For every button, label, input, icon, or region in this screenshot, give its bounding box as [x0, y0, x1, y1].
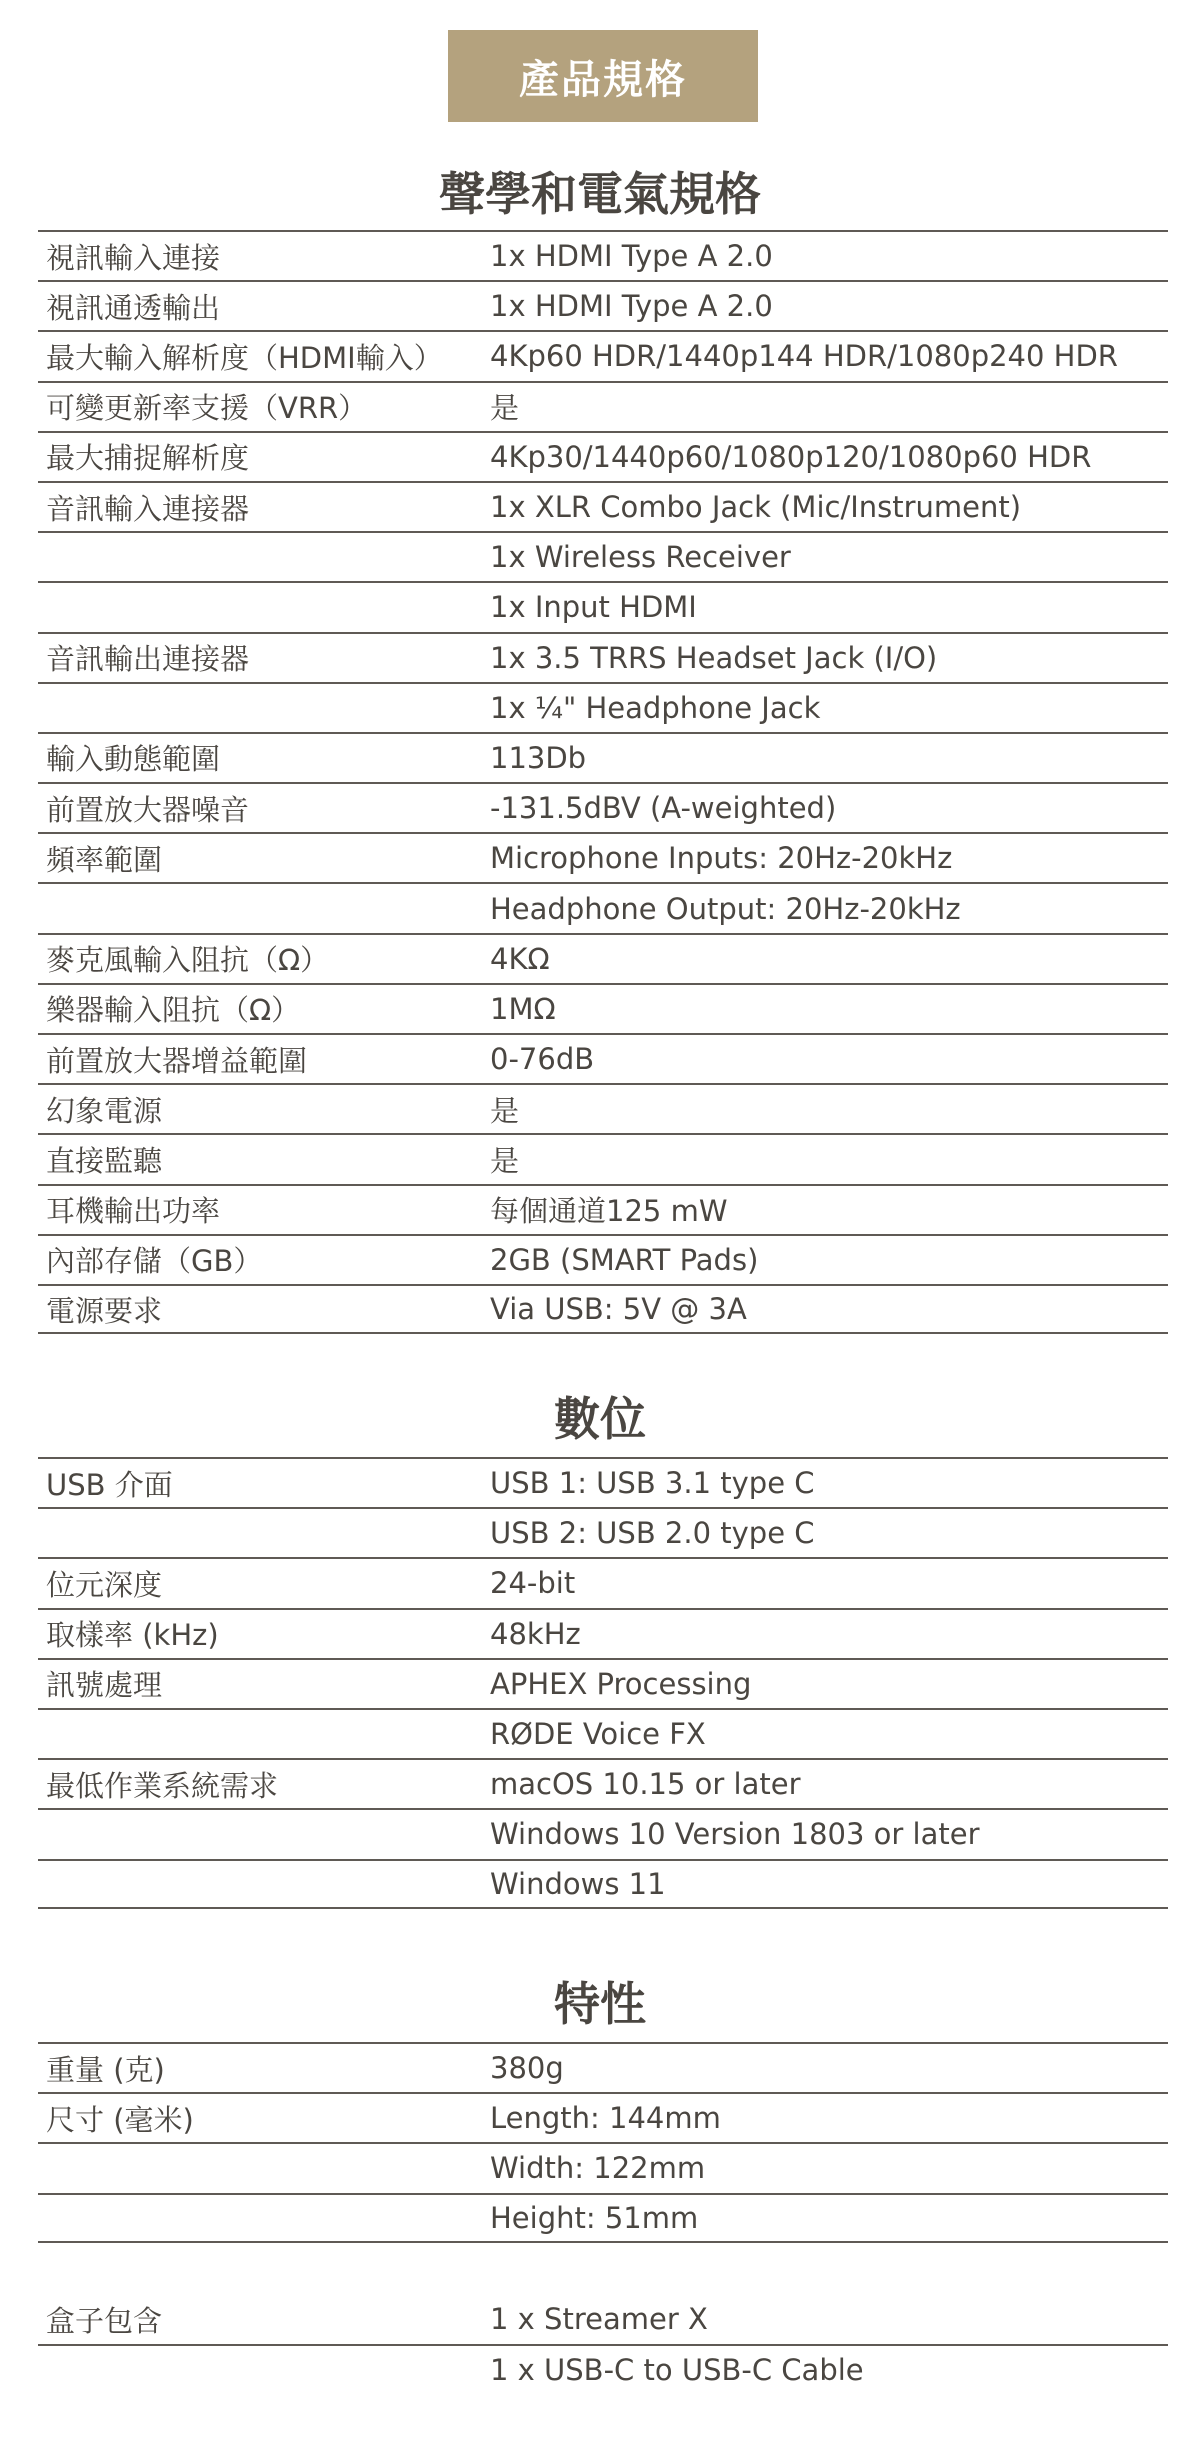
spec-row — [38, 1457, 1168, 1507]
spec-value: 1x Wireless Receiver — [490, 540, 791, 575]
section-title-features: 特性 — [554, 1977, 646, 2031]
spec-value: Length: 144mm — [490, 2101, 721, 2136]
spec-label: 可變更新率支援（VRR） — [46, 391, 368, 426]
spec-value: 24-bit — [490, 1566, 576, 1601]
spec-value: 1x Input HDMI — [490, 590, 697, 625]
spec-value: 380g — [490, 2051, 564, 2086]
spec-label: USB 介面 — [46, 1467, 173, 1502]
spec-row — [38, 782, 1168, 832]
spec-value: RØDE Voice FX — [490, 1717, 706, 1752]
spec-row — [38, 1658, 1168, 1708]
spec-row — [38, 933, 1168, 983]
spec-value: 113Db — [490, 740, 587, 775]
spec-label: 樂器輸入阻抗（Ω） — [46, 993, 301, 1028]
spec-label: 訊號處理 — [46, 1668, 163, 1703]
spec-row — [38, 1184, 1168, 1234]
spec-label: 頻率範圍 — [46, 842, 163, 877]
spec-value: APHEX Processing — [490, 1666, 752, 1701]
spec-row — [38, 2294, 1168, 2344]
spec-value: 1x HDMI Type A 2.0 — [490, 289, 773, 324]
spec-label: 重量 (克) — [46, 2052, 165, 2087]
spec-table-digital — [38, 1457, 1168, 1909]
spec-row — [38, 1808, 1168, 1858]
spec-row — [38, 832, 1168, 882]
spec-value: 1 x Streamer X — [490, 2302, 708, 2337]
spec-value: Windows 10 Version 1803 or later — [490, 1817, 980, 1852]
spec-row — [38, 682, 1168, 732]
spec-label: 最大輸入解析度（HDMI輸入） — [46, 340, 443, 375]
spec-row — [38, 1608, 1168, 1658]
spec-label: 視訊通透輸出 — [46, 290, 221, 325]
spec-row — [38, 1507, 1168, 1557]
spec-value: 4Kp60 HDR/1440p144 HDR/1080p240 HDR — [490, 339, 1118, 374]
spec-row — [38, 1284, 1168, 1334]
spec-value: Via USB: 5V @ 3A — [490, 1292, 747, 1327]
spec-value: USB 2: USB 2.0 type C — [490, 1516, 815, 1551]
spec-row — [38, 2344, 1168, 2394]
spec-label: 前置放大器增益範圍 — [46, 1043, 308, 1078]
spec-row — [38, 581, 1168, 631]
spec-row — [38, 1708, 1168, 1758]
spec-label: 尺寸 (毫米) — [46, 2102, 194, 2137]
spec-value: 48kHz — [490, 1616, 581, 1651]
spec-row — [38, 1033, 1168, 1083]
spec-row — [38, 381, 1168, 431]
spec-value: 4Kp30/1440p60/1080p120/1080p60 HDR — [490, 439, 1092, 474]
spec-value: 是 — [490, 1093, 520, 1128]
spec-label: 內部存儲（GB） — [46, 1244, 263, 1279]
spec-value: USB 1: USB 3.1 type C — [490, 1466, 815, 1501]
spec-label: 視訊輸入連接 — [46, 240, 221, 275]
spec-value: 2GB (SMART Pads) — [490, 1242, 759, 1277]
spec-row — [38, 882, 1168, 932]
spec-label: 位元深度 — [46, 1567, 163, 1602]
spec-label: 音訊輸入連接器 — [46, 491, 250, 526]
spec-value: 是 — [490, 391, 520, 426]
spec-value: 0-76dB — [490, 1042, 595, 1077]
spec-value: 1x ¼" Headphone Jack — [490, 690, 821, 725]
spec-label: 麥克風輸入阻抗（Ω） — [46, 943, 330, 978]
spec-row — [38, 983, 1168, 1033]
spec-label: 前置放大器噪音 — [46, 792, 250, 827]
spec-label: 盒子包含 — [46, 2303, 163, 2338]
spec-label: 電源要求 — [46, 1293, 163, 1328]
spec-label: 輸入動態範圍 — [46, 742, 221, 777]
spec-row — [38, 431, 1168, 481]
spec-label: 最大捕捉解析度 — [46, 441, 250, 476]
spec-row — [38, 230, 1168, 280]
spec-value: Width: 122mm — [490, 2151, 706, 2186]
spec-row — [38, 2142, 1168, 2192]
spec-value: Headphone Output: 20Hz-20kHz — [490, 891, 961, 926]
spec-label: 直接監聽 — [46, 1143, 163, 1178]
spec-row — [38, 1859, 1168, 1909]
page-badge: 產品規格 — [448, 30, 758, 122]
spec-row — [38, 732, 1168, 782]
spec-table-box-contents — [38, 2294, 1168, 2394]
spec-row — [38, 280, 1168, 330]
spec-row — [38, 1234, 1168, 1284]
spec-row — [38, 531, 1168, 581]
spec-row — [38, 2042, 1168, 2092]
spec-value: 1 x USB-C to USB-C Cable — [490, 2353, 864, 2388]
spec-value: 1x XLR Combo Jack (Mic/Instrument) — [490, 490, 1022, 525]
section-title-digital: 數位 — [554, 1392, 646, 1446]
spec-value: macOS 10.15 or later — [490, 1767, 801, 1802]
spec-value: Microphone Inputs: 20Hz-20kHz — [490, 841, 953, 876]
spec-row — [38, 1133, 1168, 1183]
spec-value: 每個通道125 mW — [490, 1194, 728, 1229]
spec-value: 1x HDMI Type A 2.0 — [490, 239, 773, 274]
spec-row — [38, 1083, 1168, 1133]
spec-value: 1x 3.5 TRRS Headset Jack (I/O) — [490, 640, 938, 675]
spec-row — [38, 2092, 1168, 2142]
spec-row — [38, 330, 1168, 380]
spec-row — [38, 632, 1168, 682]
section-title-acoustic: 聲學和電氣規格 — [439, 167, 761, 221]
spec-value: -131.5dBV (A-weighted) — [490, 791, 837, 826]
spec-row — [38, 481, 1168, 531]
spec-label: 耳機輸出功率 — [46, 1194, 221, 1229]
spec-value: Height: 51mm — [490, 2200, 699, 2235]
spec-label: 音訊輸出連接器 — [46, 642, 250, 677]
spec-row — [38, 2193, 1168, 2243]
spec-value: 是 — [490, 1143, 520, 1178]
spec-row — [38, 1758, 1168, 1808]
spec-label: 幻象電源 — [46, 1093, 163, 1128]
spec-value: 1MΩ — [490, 991, 556, 1026]
spec-value: Windows 11 — [490, 1866, 666, 1901]
spec-label: 最低作業系統需求 — [46, 1768, 279, 1803]
spec-row — [38, 1557, 1168, 1607]
spec-label: 取樣率 (kHz) — [46, 1618, 219, 1653]
spec-table-features — [38, 2042, 1168, 2243]
spec-value: 4KΩ — [490, 941, 550, 976]
spec-table-acoustic — [38, 230, 1168, 1334]
